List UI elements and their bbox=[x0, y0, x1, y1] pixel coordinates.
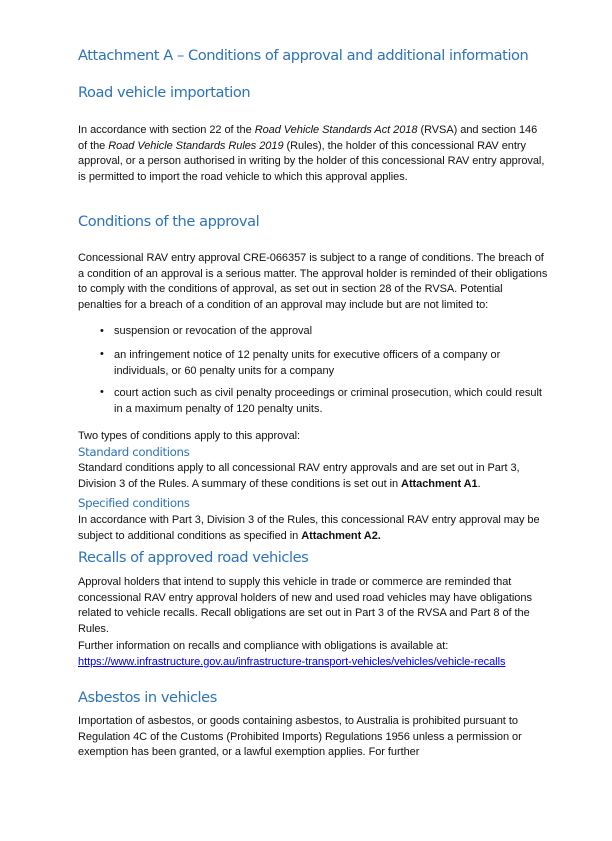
bullet-item bbox=[100, 347, 550, 379]
vehicle-recalls-link[interactable]: https://www.infrastructure.gov.au/infrastructure-transport-vehicles/vehicles/vehicle-recalls bbox=[78, 655, 506, 668]
attachment-a1-ref: Attachment A1 bbox=[401, 477, 478, 490]
text: Further information on recalls and compliance with obligations is available at: bbox=[78, 640, 449, 652]
bullet-icon: • bbox=[100, 325, 104, 337]
heading-road-vehicle-importation: Road vehicle importation bbox=[78, 84, 251, 101]
text: . bbox=[477, 477, 481, 490]
bullet-icon: • bbox=[100, 348, 104, 360]
paragraph-standard-conditions bbox=[78, 461, 548, 492]
paragraph-recalls: Approval holders that intend to supply this vehicle in trade or commerce are reminded that concessional RAV entry approval holders of new and used road vehicles may have obligations related to vehicle recalls. Recall obligations are set out in Part 3 of the RVSA and Part 8 of the Rules. bbox=[78, 576, 532, 635]
paragraph-importation bbox=[78, 123, 548, 185]
bullet-text: court action such as civil penalty proceedings or criminal prosecution, which could result in a maximum penalty of 120 penalty units. bbox=[114, 387, 542, 415]
text: (RVSA) and section 146 of the bbox=[78, 124, 538, 152]
text: Standard conditions apply to all concessional RAV entry approvals and are set out in Part 3, Division 3 of the Rules. A summary of these conditions is set out in bbox=[78, 462, 520, 490]
bullet-item bbox=[100, 324, 550, 340]
bullet-icon: • bbox=[100, 386, 104, 398]
bullet-item bbox=[100, 385, 550, 417]
heading-standard-conditions: Standard conditions bbox=[78, 445, 190, 459]
bullet-text: suspension or revocation of the approval bbox=[114, 325, 313, 337]
bullet-text: an infringement notice of 12 penalty units for executive officers of a company or individuals, or 60 penalty units for a company bbox=[114, 349, 501, 377]
paragraph-two-types: Two types of conditions apply to this approval: bbox=[78, 430, 301, 442]
heading-conditions: Conditions of the approval bbox=[78, 213, 260, 230]
text: In accordance with section 22 of the bbox=[78, 124, 255, 136]
paragraph-further-info bbox=[78, 639, 548, 670]
rules-title: Road Vehicle Standards Rules 2019 bbox=[108, 139, 284, 152]
page-title: Attachment A – Conditions of approval and additional information bbox=[78, 47, 529, 64]
heading-specified-conditions: Specified conditions bbox=[78, 496, 190, 510]
text: In accordance with Part 3, Division 3 of the Rules, this concessional RAV entry approval may be subject to additional conditions as specified in bbox=[78, 514, 540, 542]
text: (Rules), the holder of this concessional RAV entry approval, or a person authorised in writing by the holder of this concessional RAV entry approval, is permitted to import the road vehicle to which this approval applies. bbox=[78, 139, 545, 183]
paragraph-specified-conditions bbox=[78, 513, 548, 544]
heading-recalls: Recalls of approved road vehicles bbox=[78, 549, 309, 566]
attachment-a2-ref: Attachment A2. bbox=[301, 529, 381, 542]
heading-asbestos: Asbestos in vehicles bbox=[78, 689, 217, 706]
paragraph-asbestos: Importation of asbestos, or goods containing asbestos, to Australia is prohibited pursuant to Regulation 4C of the Customs (Prohibited Imports) Regulations 1956 unless a permission or exemption has been granted, or a lawful exemption applies. For further bbox=[78, 715, 522, 758]
paragraph-conditions: Concessional RAV entry approval CRE-066357 is subject to a range of conditions. The breach of a condition of an approval is a serious matter. The approval holder is reminded of their obligations to comply with the conditions of approval, as set out in section 28 of the RVSA. Potential penalties for a breach of a condition of an approval may include but are not limited to: bbox=[78, 252, 548, 311]
act-title: Road Vehicle Standards Act 2018 bbox=[254, 124, 418, 136]
